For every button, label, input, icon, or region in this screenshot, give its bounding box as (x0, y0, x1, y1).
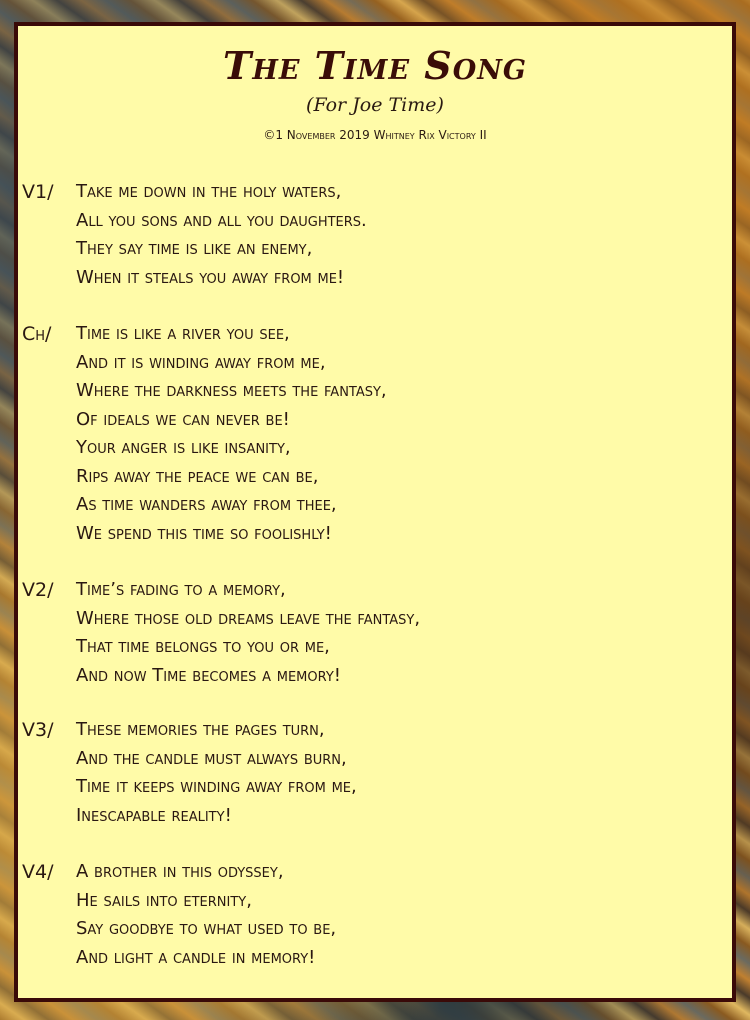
stanza-label: V1/ (22, 181, 54, 203)
lyric-line: And now Time becomes a memory! (76, 664, 341, 686)
lyric-line: When it steals you away from me! (76, 266, 345, 288)
lyric-line: All you sons and all you daughters. (76, 209, 367, 231)
lyric-line: Say goodbye to what used to be, (76, 918, 337, 939)
song-title: The Time Song (223, 43, 527, 88)
copyright-notice: ©1 November 2019 Whitney Rix Victory II (263, 128, 487, 142)
lyric-line: Where the darkness meets the fantasy, (76, 380, 387, 401)
lyric-line: As time wanders away from thee, (76, 494, 337, 515)
lyrics-sheet (14, 22, 736, 1002)
lyric-line: Your anger is like insanity, (76, 437, 291, 458)
lyric-line: A brother in this odyssey, (76, 861, 284, 882)
stanza-label: V2/ (22, 579, 54, 601)
lyric-line: Time it keeps winding away from me, (76, 776, 357, 797)
stanza-label: V3/ (22, 719, 54, 741)
lyric-line: Rips away the peace we can be, (76, 465, 319, 487)
lyric-line: These memories the pages turn, (76, 719, 325, 740)
lyric-line: And it is winding away from me, (76, 351, 326, 373)
lyric-line: They say time is like an enemy, (76, 238, 313, 259)
lyric-line: And light a candle in memory! (76, 946, 316, 968)
lyric-line: Inescapable reality! (76, 804, 232, 826)
lyric-line: That time belongs to you or me, (76, 636, 330, 657)
lyric-line: We spend this time so foolishly! (76, 522, 332, 544)
lyric-line: Take me down in the holy waters, (76, 181, 342, 202)
stanza-label: V4/ (22, 861, 54, 883)
lyric-line: Time is like a river you see, (76, 323, 290, 344)
lyric-line: Where those old dreams leave the fantasy, (76, 607, 421, 629)
lyric-line: And the candle must always burn, (76, 747, 347, 769)
lyric-line: He sails into eternity, (76, 889, 252, 911)
lyric-line: Of ideals we can never be! (76, 408, 290, 430)
stanza-label: Ch/ (22, 323, 52, 345)
dedication: (For Joe Time) (306, 94, 444, 116)
lyric-line: Time’s fading to a memory, (76, 579, 286, 600)
